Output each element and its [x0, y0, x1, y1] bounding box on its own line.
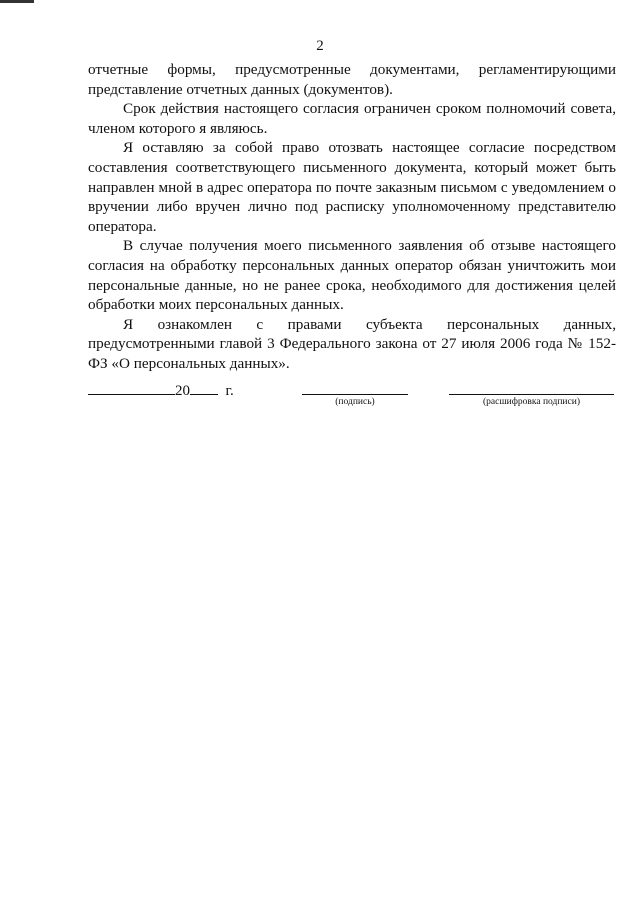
corner-mark: [0, 0, 34, 3]
signature-block: [0, 380, 640, 420]
date-year-suffix: г.: [225, 383, 234, 399]
name-caption: (расшифровка подписи): [483, 397, 580, 407]
date-field: [88, 380, 234, 400]
paragraph-continuation: отчетные формы, предусмотренные документами, регламентирующими представление отчетных данных (документов).: [88, 61, 616, 98]
document-body: [88, 60, 616, 374]
paragraph-acknowledgement: Я ознакомлен с правами субъекта персональных данных, предусмотренными главой 3 Федерального закона от 27 июля 2006 года № 152-ФЗ «О персональных данных».: [88, 315, 616, 372]
date-day-month-line: [88, 380, 175, 395]
date-year-prefix: 20: [175, 383, 190, 399]
page-number: 2: [316, 38, 324, 54]
paragraph-revocation-right: Я оставляю за собой право отозвать настоящее согласие посредством составления соответствующего письменного документа, который может быть направлен мной в адрес оператора по почте заказным письмом с уведомлением о вручении либо вручен лично под расписку уполномоченному представителю оператора.: [88, 139, 616, 235]
name-line: [449, 394, 614, 395]
signature-caption: (подпись): [335, 397, 375, 407]
paragraph-validity: Срок действия настоящего согласия ограничен сроком полномочий совета, членом которого я являюсь.: [88, 100, 616, 137]
signature-line: [302, 394, 408, 395]
paragraph-revocation-consequence: В случае получения моего письменного заявления об отзыве настоящего согласия на обработку персональных данных оператор обязан уничтожить мои персональные данные, но не ранее срока, необходимого для достижения целей обработки моих персональных данных.: [88, 237, 616, 314]
date-year-line: [190, 380, 218, 395]
